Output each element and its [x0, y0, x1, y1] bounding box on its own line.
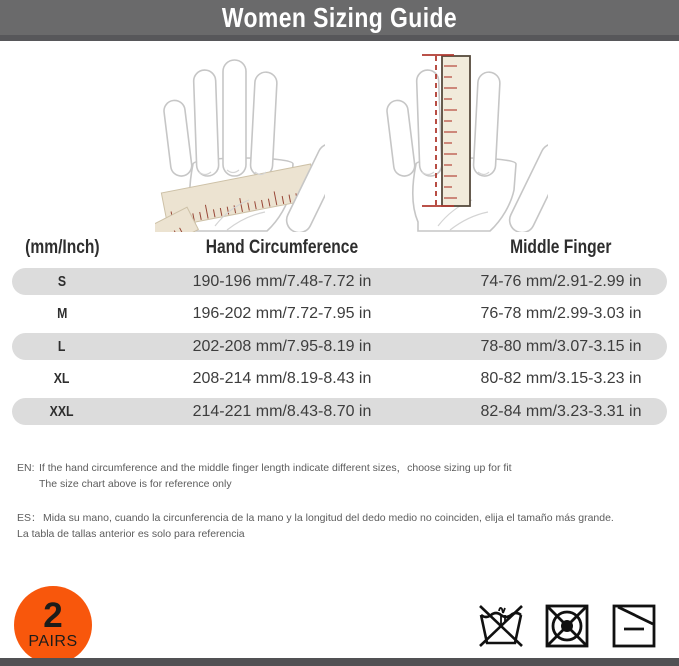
- table-row: [12, 398, 667, 425]
- column-header-hand-circumference: Hand Circumference: [205, 237, 359, 258]
- table-header-row: [0, 237, 679, 263]
- page-title: Women Sizing Guide: [221, 1, 458, 33]
- header-edge-line: [0, 35, 679, 41]
- note-en-label: EN:: [17, 462, 35, 474]
- pairs-label: PAIRS: [28, 633, 78, 650]
- table-row: [12, 268, 667, 295]
- table-row: [12, 333, 667, 360]
- table-row: [12, 365, 667, 392]
- pairs-count: 2: [43, 596, 63, 635]
- size-label: S: [57, 273, 67, 290]
- middle-finger-illustration: [378, 44, 548, 232]
- size-label: XL: [54, 370, 70, 387]
- dry-flat-in-shade-icon: [611, 603, 657, 649]
- size-label: M: [56, 305, 68, 322]
- note-english: [17, 460, 512, 492]
- column-header-middle-finger: Middle Finger: [510, 237, 612, 258]
- table-row: [12, 300, 667, 327]
- header-bar: [0, 0, 679, 35]
- size-label: XXL: [50, 403, 74, 420]
- pairs-count-badge: [14, 586, 92, 664]
- size-label: L: [58, 338, 66, 355]
- bottom-bar: [0, 658, 679, 666]
- column-header-unit: (mm/Inch): [24, 237, 100, 258]
- note-en-line1: If the hand circumference and the middle finger length indicate different sizes，choose sizing up for fit: [39, 462, 512, 474]
- note-es-line1: Mida su mano, cuando la circunferencia de la mano y la longitud del dedo medio no coinciden, elija el tamaño más grande.: [43, 512, 614, 524]
- do-not-tumble-dry-icon: [544, 603, 590, 649]
- note-es-label: ES：: [17, 512, 42, 524]
- note-en-line2: The size chart above is for reference only: [39, 478, 232, 490]
- middle-finger-value: 78-80 mm/3.07-3.15 in: [480, 338, 642, 355]
- hand-circumference-value: 196-202 mm/7.72-7.95 in: [192, 305, 372, 322]
- hand-circumference-value: 214-221 mm/8.43-8.70 in: [192, 403, 372, 420]
- note-spanish: [17, 510, 614, 542]
- do-not-hand-wash-icon: [477, 603, 525, 649]
- hand-circumference-illustration: [155, 44, 325, 232]
- middle-finger-value: 74-76 mm/2.91-2.99 in: [480, 273, 642, 290]
- middle-finger-value: 76-78 mm/2.99-3.03 in: [480, 305, 642, 322]
- note-es-line2: La tabla de tallas anterior es solo para referencia: [17, 528, 245, 540]
- hand-circumference-value: 190-196 mm/7.48-7.72 in: [192, 273, 372, 290]
- hand-circumference-value: 208-214 mm/8.19-8.43 in: [192, 370, 372, 387]
- middle-finger-value: 82-84 mm/3.23-3.31 in: [480, 403, 642, 420]
- middle-finger-value: 80-82 mm/3.15-3.23 in: [480, 370, 642, 387]
- hand-circumference-value: 202-208 mm/7.95-8.19 in: [192, 338, 372, 355]
